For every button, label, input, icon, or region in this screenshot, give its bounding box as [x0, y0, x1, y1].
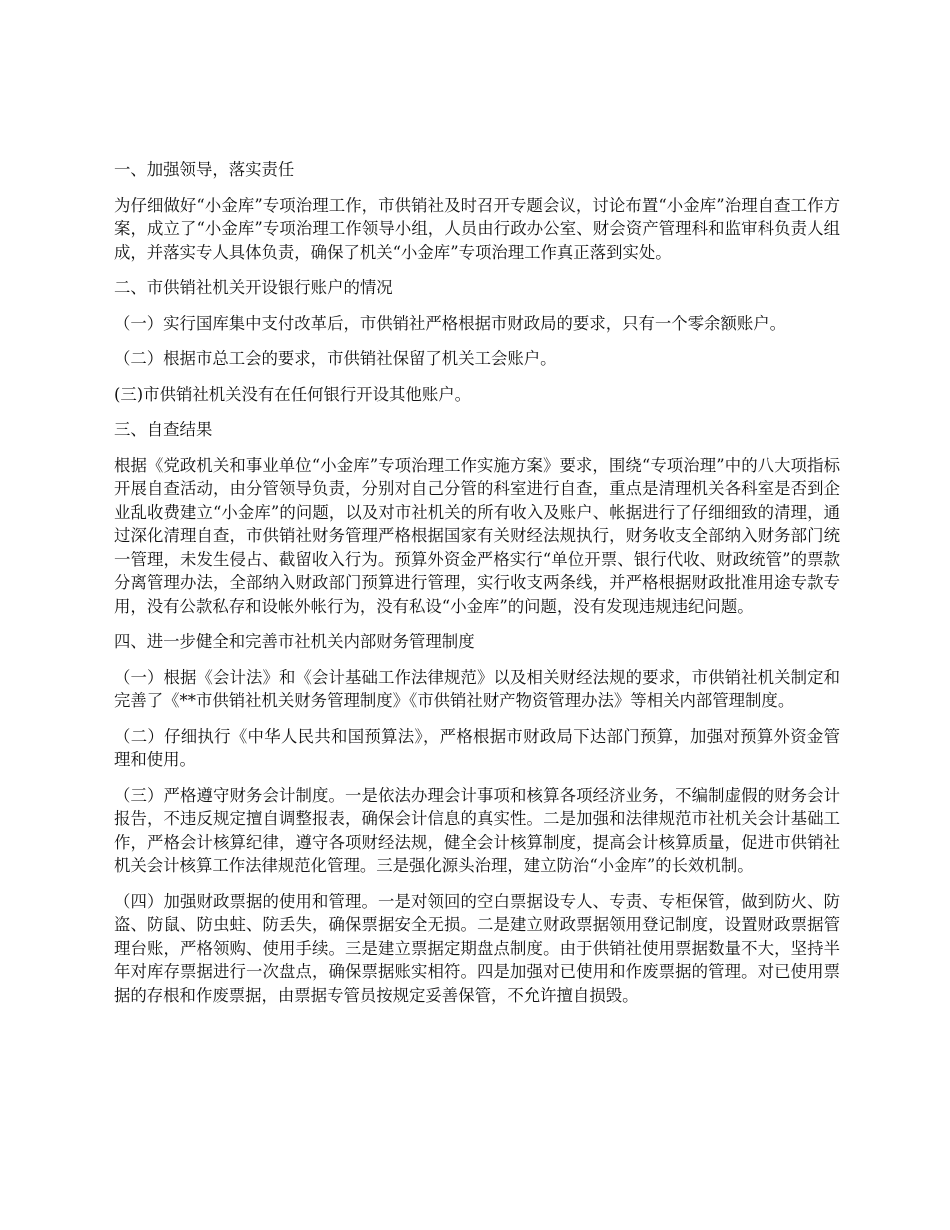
section-heading-3: 三、自查结果	[114, 420, 213, 439]
section-heading-2: 二、市供销社机关开设银行账户的情况	[114, 278, 393, 297]
paragraph: （三）严格遵守财务会计制度。一是依法办理会计事项和核算各项经济业务，不编制虚假的财务会计报告，不违反规定擅自调整报表，确保会计信息的真实性。二是加强和法律规范市社机关会计基础工作，严格会计核算纪律，遵守各项财经法规，健全会计核算制度，提高会计核算质量，促进市供销社机关会计核算工作法律规范化管理。三是强化源头治理，建立防治“小金库”的长效机制。	[114, 785, 840, 875]
paragraph: （一）实行国库集中支付改革后，市供销社严格根据市财政局的要求，只有一个零余额账户。	[114, 313, 787, 333]
paragraph: （二）根据市总工会的要求，市供销社保留了机关工会账户。	[114, 349, 557, 368]
paragraph: 根据《党政机关和事业单位“小金库”专项治理工作实施方案》要求，围绕“专项治理”中的八大项指标开展自查活动，由分管领导负责，分别对自己分管的科室进行自查，重点是清理机关各科室是否到企业乱收费建立“小金库”的问题，以及对市社机关的所有收入及账户、帐据进行了仔细细致的清理，通过深化清理自查，市供销社财务管理严格根据国家有关财经法规执行，财务收支全部纳入财务部门统一管理，未发生侵占、截留收入行为。预算外资金严格实行“单位开票、银行代收、财政统管”的票款分离管理办法，全部纳入财政部门预算进行管理，实行收支两条线，并严格根据财政批准用途专款专用，没有公款私存和设帐外帐行为，没有私设“小金库”的问题，没有发现违规违纪问题。	[114, 455, 840, 616]
document-body	[114, 158, 840, 1019]
section-heading-4: 四、进一步健全和完善市社机关内部财务管理制度	[114, 632, 475, 651]
paragraph: 为仔细做好“小金库”专项治理工作，市供销社及时召开专题会议，讨论布置“小金库”治理自查工作方案，成立了“小金库”专项治理工作领导小组，人员由行政办公室、财会资产管理科和监审科负责人组成，并落实专人具体负责，确保了机关“小金库”专项治理工作真正落到实处。	[114, 195, 840, 262]
paragraph: （四）加强财政票据的使用和管理。一是对领回的空白票据设专人、专责、专柜保管，做到防火、防盗、防鼠、防虫蛀、防丢失，确保票据安全无损。二是建立财政票据领用登记制度，设置财政票据管理台账，严格领购、使用手续。三是建立票据定期盘点制度。由于供销社使用票据数量不大，坚持半年对库存票据进行一次盘点，确保票据账实相符。四是加强对已使用和作废票据的管理。对已使用票据的存根和作废票据，由票据专管员按规定妥善保管，不允许擅自损毁。	[114, 891, 840, 1005]
section-heading-1: 一、加强领导，落实责任	[114, 160, 295, 179]
paragraph: (三)市供销社机关没有在任何银行开设其他账户。	[114, 384, 471, 404]
paragraph: （二）仔细执行《中华人民共和国预算法》，严格根据市财政局下达部门预算，加强对预算外资金管理和使用。	[114, 726, 840, 769]
paragraph: （一）根据《会计法》和《会计基础工作法律规范》以及相关财经法规的要求，市供销社机关制定和完善了《**市供销社机关财务管理制度》《市供销社财产物资管理办法》等相关内部管理制度。	[114, 667, 840, 710]
